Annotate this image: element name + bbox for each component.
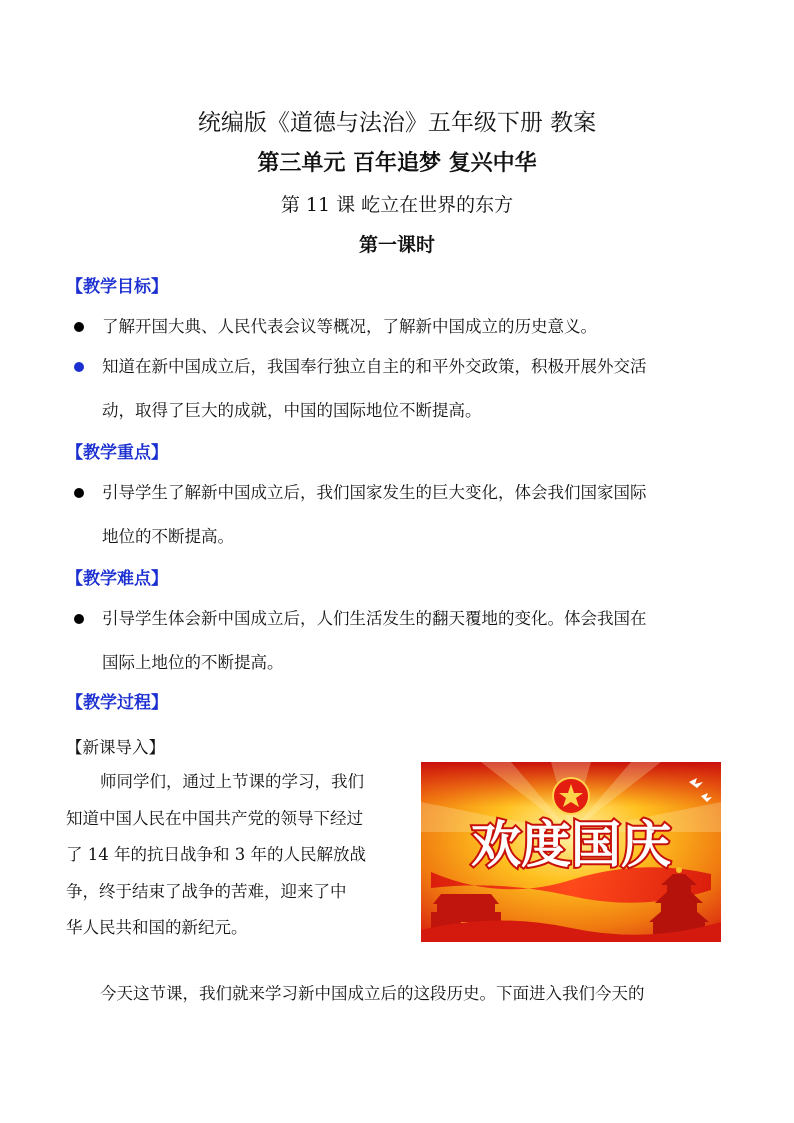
difficulties-heading: 【教学难点】 [66,569,168,589]
intro-line-1: 师同学们，通过上节课的学习，我们 [100,772,364,791]
period-title: 第一课时 [358,234,435,256]
banner-text: 欢度国庆 [471,816,671,874]
difficulty-item-1 [74,600,734,680]
lesson-title: 第 11 课 屹立在世界的东方 [280,194,514,216]
goals-heading: 【教学目标】 [66,277,168,297]
document-title: 统编版《道德与法治》五年级下册 教案 [197,110,597,136]
intro-line-4: 争，终于结束了战争的苦难，迎来了中 [66,881,347,901]
difficulty-item-1-line-2: 国际上地位的不断提高。 [102,653,284,672]
bullet-icon [74,488,84,498]
national-day-banner-image [421,762,721,942]
bullet-icon [74,362,84,372]
difficulty-item-1-line-1: 引导学生体会新中国成立后，人们生活发生的翻天覆地的变化。体会我国在 [102,609,647,628]
key-point-item-1 [74,474,734,554]
process-heading: 【教学过程】 [66,693,168,713]
goal-item-2 [74,348,734,428]
goal-item-1 [74,308,734,346]
intro-line-5: 华人民共和国的新纪元。 [66,918,248,937]
intro-paragraph [66,764,411,947]
bullet-icon [74,614,84,624]
unit-title: 第三单元 百年追梦 复兴中华 [257,151,537,176]
key-point-item-1-line-2: 地位的不断提高。 [102,527,234,546]
continue-paragraph: 今天这节课，我们就来学习新中国成立后的这段历史。下面进入我们今天的 [100,984,645,1003]
intro-line-2: 知道中国人民在中国共产党的领导下经过 [66,808,363,828]
key-point-item-1-line-1: 引导学生了解新中国成立后，我们国家发生的巨大变化，体会我们国家国际 [102,483,647,502]
goal-item-2-line-1: 知道在新中国成立后，我国奉行独立自主的和平外交政策，积极开展外交活 [102,357,647,376]
intro-line-3: 了 14 年的抗日战争和 3 年的人民解放战 [66,845,366,864]
intro-label: 【新课导入】 [66,738,165,757]
goal-item-2-line-2: 动，取得了巨大的成就，中国的国际地位不断提高。 [102,401,482,420]
key-points-heading: 【教学重点】 [66,443,168,463]
goal-item-1-line-1: 了解开国大典、人民代表会议等概况，了解新中国成立的历史意义。 [102,317,597,336]
bullet-icon [74,322,84,332]
